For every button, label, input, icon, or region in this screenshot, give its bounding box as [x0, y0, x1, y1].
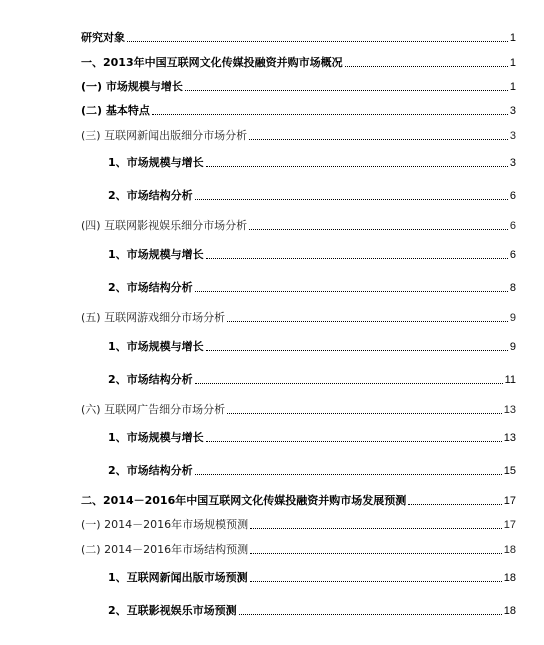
- toc-entry-title: 1、市场规模与增长: [108, 431, 204, 444]
- toc-entry[interactable]: [81, 403, 516, 417]
- toc-entry-page: 13: [503, 432, 516, 444]
- toc-entry-title: (二) 基本特点: [81, 104, 150, 117]
- toc-entry-page: 3: [509, 130, 516, 142]
- toc-dot-leader: [127, 41, 508, 42]
- toc-dot-leader: [345, 66, 508, 67]
- toc-dot-leader: [206, 350, 508, 351]
- toc-entry-page: 11: [504, 374, 516, 386]
- toc-entry[interactable]: [108, 373, 516, 387]
- toc-entry[interactable]: [81, 543, 516, 557]
- toc-entry-title: (六) 互联网广告细分市场分析: [81, 403, 226, 416]
- toc-entry[interactable]: [81, 311, 516, 325]
- toc-dot-leader: [195, 474, 502, 475]
- toc-entry-page: 18: [503, 544, 516, 556]
- toc-entry[interactable]: [81, 104, 516, 118]
- toc-entry-page: 18: [503, 572, 516, 584]
- toc-entry[interactable]: [81, 56, 516, 70]
- toc-entry-page: 8: [509, 282, 516, 294]
- toc-entry-page: 13: [503, 404, 516, 416]
- toc-entry-title: 1、互联网新闻出版市场预测: [108, 571, 248, 584]
- toc-entry[interactable]: [108, 281, 516, 295]
- toc-entry[interactable]: [108, 571, 516, 585]
- toc-entry-page: 3: [509, 105, 516, 117]
- toc-entry[interactable]: [81, 80, 516, 94]
- toc-dot-leader: [250, 581, 502, 582]
- toc-dot-leader: [250, 553, 502, 554]
- toc-dot-leader: [408, 504, 502, 505]
- toc-dot-leader: [206, 258, 508, 259]
- toc-entry-page: 17: [503, 495, 516, 507]
- toc-entry[interactable]: [108, 156, 516, 170]
- toc-entry-page: 6: [509, 220, 516, 232]
- toc-entry-title: (一) 2014－2016年市场规模预测: [81, 518, 249, 531]
- toc-dot-leader: [195, 383, 503, 384]
- toc-entry[interactable]: [81, 494, 516, 508]
- toc-dot-leader: [206, 441, 502, 442]
- toc-entry-title: 2、互联影视娱乐市场预测: [108, 604, 237, 617]
- toc-dot-leader: [152, 114, 508, 115]
- toc-entry-page: 9: [509, 341, 516, 353]
- toc-entry-page: 1: [509, 81, 516, 93]
- toc-entry-title: 2、市场结构分析: [108, 464, 193, 477]
- toc-dot-leader: [249, 229, 508, 230]
- toc-entry-title: (三) 互联网新闻出版细分市场分析: [81, 129, 248, 142]
- toc-dot-leader: [195, 291, 508, 292]
- toc-entry-page: 1: [509, 32, 516, 44]
- toc-entry-title: 2、市场结构分析: [108, 281, 193, 294]
- toc-entry-title: 一、2013年中国互联网文化传媒投融资并购市场概况: [81, 56, 343, 69]
- toc-entry[interactable]: [81, 518, 516, 532]
- toc-entry[interactable]: [81, 219, 516, 233]
- toc-entry-page: 3: [509, 157, 516, 169]
- toc-entry[interactable]: [108, 464, 516, 478]
- toc-dot-leader: [195, 199, 508, 200]
- toc-entry-title: 研究对象: [81, 31, 125, 44]
- toc-dot-leader: [250, 528, 502, 529]
- toc-entry-title: (一) 市场规模与增长: [81, 80, 183, 93]
- toc-entry-page: 9: [509, 312, 516, 324]
- toc-entry-page: 18: [503, 605, 516, 617]
- toc-entry-page: 15: [503, 465, 516, 477]
- toc-entry-page: 6: [509, 190, 516, 202]
- toc-dot-leader: [249, 139, 508, 140]
- toc-entry-title: (四) 互联网影视娱乐细分市场分析: [81, 219, 248, 232]
- toc-entry[interactable]: [81, 31, 516, 45]
- toc-entry[interactable]: [108, 248, 516, 262]
- toc-entry[interactable]: [81, 129, 516, 143]
- toc-entry[interactable]: [108, 431, 516, 445]
- toc-entry[interactable]: [108, 340, 516, 354]
- toc-entry-title: 二、2014－2016年中国互联网文化传媒投融资并购市场发展预测: [81, 494, 407, 507]
- toc-entry-page: 1: [509, 57, 516, 69]
- toc-entry[interactable]: [108, 604, 516, 618]
- toc-dot-leader: [185, 90, 508, 91]
- toc-entry-title: 1、市场规模与增长: [108, 340, 204, 353]
- toc-entry[interactable]: [108, 189, 516, 203]
- toc-entry-title: 2、市场结构分析: [108, 189, 193, 202]
- toc-entry-title: 1、市场规模与增长: [108, 156, 204, 169]
- toc-dot-leader: [239, 614, 502, 615]
- toc-entry-page: 6: [509, 249, 516, 261]
- toc-entry-title: (五) 互联网游戏细分市场分析: [81, 311, 226, 324]
- toc-entry-title: 1、市场规模与增长: [108, 248, 204, 261]
- toc-dot-leader: [227, 321, 508, 322]
- toc-entry-title: (二) 2014－2016年市场结构预测: [81, 543, 249, 556]
- toc-entry-title: 2、市场结构分析: [108, 373, 193, 386]
- toc-dot-leader: [227, 413, 502, 414]
- toc-dot-leader: [206, 166, 508, 167]
- toc-entry-page: 17: [503, 519, 516, 531]
